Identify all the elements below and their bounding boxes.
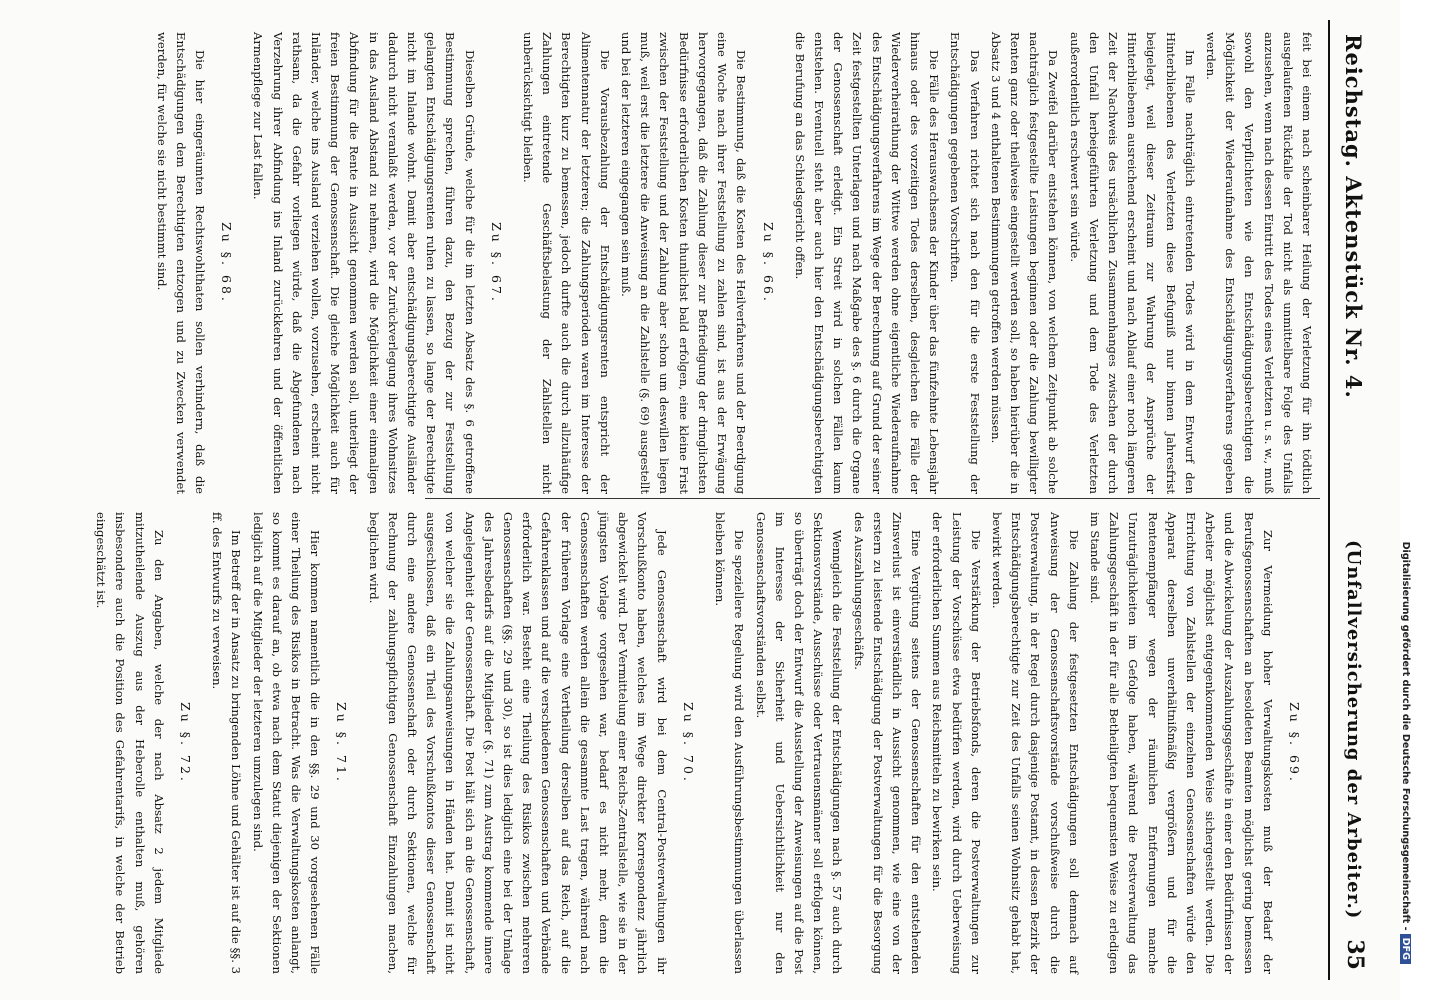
paragraph: Die Zahlung der festgesetzten Entschädigungen soll demnach auf Anweisung der Genossenschaftsvorstände vorschußweise durch die Postverwaltung, in der Regel durch dasjenige Postamt, in dessen Bezirk der Entschädigungsberechtigte zur Zeit des Unfalls seinen Wohnsitz gehabt hat, bewirkt werden. [989, 512, 1081, 974]
left-column [154, 32, 1316, 494]
paragraph: Die Verstärkung der Betriebsfonds, deren die Postverwaltungen zur Leistung der Vorschüsse etwa bedürfen werden, wird durch Ueberweisung der erforderlichen Summen aus Reichsmitteln zu bewirken sein. [930, 512, 983, 974]
credit-text: Digitalisierung gefördert durch die Deutsche Forschungsgemeinschaft - [1400, 541, 1411, 931]
right-column [94, 512, 1316, 974]
section-heading: Zu §. 70. [680, 702, 696, 784]
running-header [1328, 20, 1370, 980]
paragraph: Eine Vergütung seitens der Genossenschaften für den entstehenden Zinsverlust ist einverständlich in Aussicht genommen, wie eine von der erstern zu leistende Entschädigung der Postverwaltungen für die Besorgung des Auszahlungsgeschäfts. [851, 512, 924, 974]
paragraph: Die Fälle des Herauswachsens der Kinder über das fünfzehnte Lebensjahr hinaus oder des vorzeitigen Todes derselben, desgleichen die Fälle der Wiederverheirathung der Wittwe werden ohne eigentliche Wiederaufnahme des Entschädigungsverfahrens im Wege der Berechnung auf Grund der seiner Zeit festgestellten Unterlagen und nach Maßgabe des §. 6 durch die Organe der Genossenschaft erledigt. Ein Streit wird in solchen Fällen kaum entstehen. Eventuell steht aber auch hier den Entschädigungsberechtigten die Berufung an das Schiedsgericht offen. [792, 32, 942, 494]
dfg-logo: DFG [1400, 934, 1411, 964]
section-heading: Zu §. 71. [334, 702, 350, 784]
paragraph: Da Zweifel darüber entstehen können, von welchem Zeitpunkt ab solche nachträglich festgestellte Leistungen beginnen oder die Zahlung bewilligter Renten ganz oder theilweise eingestellt werden soll, so haben hierüber die in Absatz 3 und 4 enthaltenen Bestimmungen getroffen werden müssen. [988, 32, 1061, 494]
digitization-credit [1400, 4, 1428, 996]
page-number: 35 [1342, 939, 1368, 970]
section-heading: Zu §. 66. [760, 222, 776, 304]
paragraph: Die speziellere Regelung wird den Ausführungsbestimmungen überlassen bleiben können. [713, 512, 747, 974]
paragraph: Das Verfahren richtet sich nach den für die erste Feststellung der Entschädigungen gegebenen Vorschriften. [948, 32, 982, 494]
paragraph: Dieselben Gründe, welche für die im letzten Absatz des §. 6 getroffene Bestimmung sprechen, führen dazu, den Bezug der zur Feststellung gelangten Entschädigungsrenten ruhen zu lassen, so lange der Berechtigte nicht im Inlande wohnt. Damit aber entschädigungsberechtigte Ausländer dadurch nicht veranlaßt werden, vor der Zurückverlegung ihres Wohnsitzes in das Ausland Abstand zu nehmen, wird die Möglichkeit einer einmaligen Abfindung für die Rente in Aussicht genommen werden soll, unterliegt der freien Bestimmung der Genossenschaft. Die gleiche Möglichkeit auch für Inländer, welche ins Ausland verziehen wollen, vorzusehen, erscheint nicht rathsam, da die Gefahr vorliegen würde, daß die Abgefundenen nach Verzehrung ihrer Abfindung ins Inland zurückkehren und der öffentlichen Armenpflege zur Last fallen. [251, 32, 477, 494]
paragraph: Zur Vermeidung hoher Verwaltungskosten muß der Bedarf der Berufsgenossenschaften an besoldeten Beamten möglichst gering bemessen und die Abwickelung der Auszahlungsgeschäfte in einer den Bedürfnissen der Arbeiter möglichst entgegenkommenden Weise sichergestellt werden. Die Errichtung von Zahlstellen der einzelnen Genossenschaften würde den Apparat derselben unverhältnißmäßig vergrößern und für die Rentenempfänger wegen der räumlichen Entfernungen manche Unzuträglichkeiten im Gefolge haben, während die Postverwaltung das Zahlungsgeschäft in der für alle Betheiligten bequemsten Weise zu erledigen im Stande sind. [1087, 512, 1275, 974]
paragraph: Wenngleich die Feststellung der Entschädigungen nach §. 57 auch durch Sektionsvorstände, Ausschüsse oder Vertrauensmänner soll erfolgen können, so überträgt doch der Entwurf die Ausstellung der Anweisungen auf die Post im Interesse der Sicherheit und Uebersichtlichkeit nur den Genossenschaftsvorständen selbst. [753, 512, 845, 974]
paragraph: Zu den Angaben, welche der nach Absatz 2 jedem Mitgliede mitzutheilende Auszug aus der Heberolle enthalten muß, gehören insbesondere auch die Position des Gefahrentarifs, in welche der Betrieb eingeschätzt ist. [94, 512, 166, 974]
section-heading: Zu §. 67. [488, 222, 504, 304]
section-heading: Zu §. 72. [178, 702, 194, 784]
section-heading: Zu §. 69. [1287, 702, 1302, 784]
paragraph: Hier kommen namentlich die in den §§. 29 und 30 vorgesehenen Fälle einer Theilung des Risikos in Betracht. Was die Verwaltungskosten anlangt, so kommt es darauf an, ob etwa nach dem Statut diejenigen der Sektionen lediglich auf die Mitglieder der letzteren umzulegen sind. [250, 512, 323, 974]
section-heading: Zu §. 68. [219, 222, 235, 304]
paragraph: Die hier eingeräumten Rechtswohlthaten sollen verhindern, daß die Entschädigungen dem Berechtigten entzogen und zu Zwecken verwendet werden, für welche sie nicht bestimmt sind. [154, 32, 208, 494]
column-divider [425, 498, 1320, 499]
paragraph: Die Bestimmung, daß die Kosten des Heilverfahrens und der Beerdigung eine Woche nach ihrer Feststellung zu zahlen sind, ist aus der Erwägung hervorgegangen, daß die Zahlung dieser zur Befriedigung der dringlichsten Bedürfnisse erforderlichen Kosten thunlichst bald erfolgen, eine kleine Frist zwischen der Feststellung und der Zahlung aber schon um deswillen liegen muß, weil erst die letztere die Anweisung an die Zahlstelle (§. 69) ausgestellt und bei der letzteren eingegangen sein muß. [619, 32, 749, 494]
paragraph: Im Betreff der in Ansatz zu bringenden Löhne und Gehälter ist auf die §§. 3 ff. des Entwurfs zu verweisen. [210, 512, 244, 974]
header-title: Reichstag. Aktenstück Nr. 4. [1341, 34, 1366, 399]
paragraph: Die Vorausbezahlung der Entschädigungsrenten entspricht der Alimentennatur der letzteren; die Zahlungsperioden waren im Interesse der Berechtigten kurz zu bemessen, jedoch durfte auch die durch allzuhäufige Zahlungen eintretende Geschäftsbelastung der Zahlstellen nicht unberücksichtigt bleiben. [521, 32, 612, 494]
paragraph: feit bei einem nach scheinbarer Heilung der Verletzung für ihn tödtlich ausgelaufenen Rückfalle der Tod nicht als unmittelbare Folge des Unfalls anzusehen, wenn nach dessen Eintritt des Todes eines Verletzten u. s. w., muß sowohl den Verpflichteten wie den Entschädigungsberechtigten die Möglichkeit der Wiederaufnahme des Entschädigungsverfahrens gegeben werden. [1203, 32, 1314, 494]
header-subtitle: (Unfallversicherung der Arbeiter.) [1343, 540, 1364, 920]
paragraph: Jede Genossenschaft wird bei dem Central-Postverwaltungen ihr Vorschußkonto haben, welches im Wege direkter Korrespondenz jährlich abgewickelt wird. Der Vermittelung einer Reichs-Zentralstelle, wie sie in der jüngsten Vorlage vorgesehen war, bedarf es nicht mehr, denn die Genossenschaften werden allein die gesammte Last tragen, während nach der früheren Vorlage eine Vertheilung derselben auf das Reich, auf die Gefahrenklassen und auf die verschiedenen Genossenschaften und Verbände erforderlich war. Besteht eine Theilung des Risikos zwischen mehreren Genossenschaften (§§. 29 und 30), so ist dies lediglich eine bei der Umlage des Jahresbedarfs auf die Mitglieder (§. 71) zum Austrag kommende innere Angelegenheit der Genossenschaft. Die Post hält sich an die Genossenschaft, von welcher sie die Zahlungsanweisungen in Händen hat. Damit ist nicht ausgeschlossen, daß ein Theil des Vorschußkontos dieser Genossenschaft durch eine andere Genossenschaft oder durch Sektionen, welche für Rechnung der zahlungspflichtigen Genossenschaft Einzahlungen machen, beglichen wird. [366, 512, 669, 974]
paragraph: Im Falle nachträglich eintretenden Todes wird in dem Entwurf den Hinterbliebenen des Verletzten diese Befugniß nur binnen Jahresfrist beigelegt, weil dieser Zeitraum zur Wahrung der Ansprüche der Hinterbliebenen ausreichend erscheint und nach Ablauf einer noch längeren Zeit der Nachweis des ursächlichen Zusammenhanges zwischen der durch den Unfall herbeigeführten Verletzung und dem Tode des Verletzten außerordentlich erschwert sein würde. [1067, 32, 1197, 494]
